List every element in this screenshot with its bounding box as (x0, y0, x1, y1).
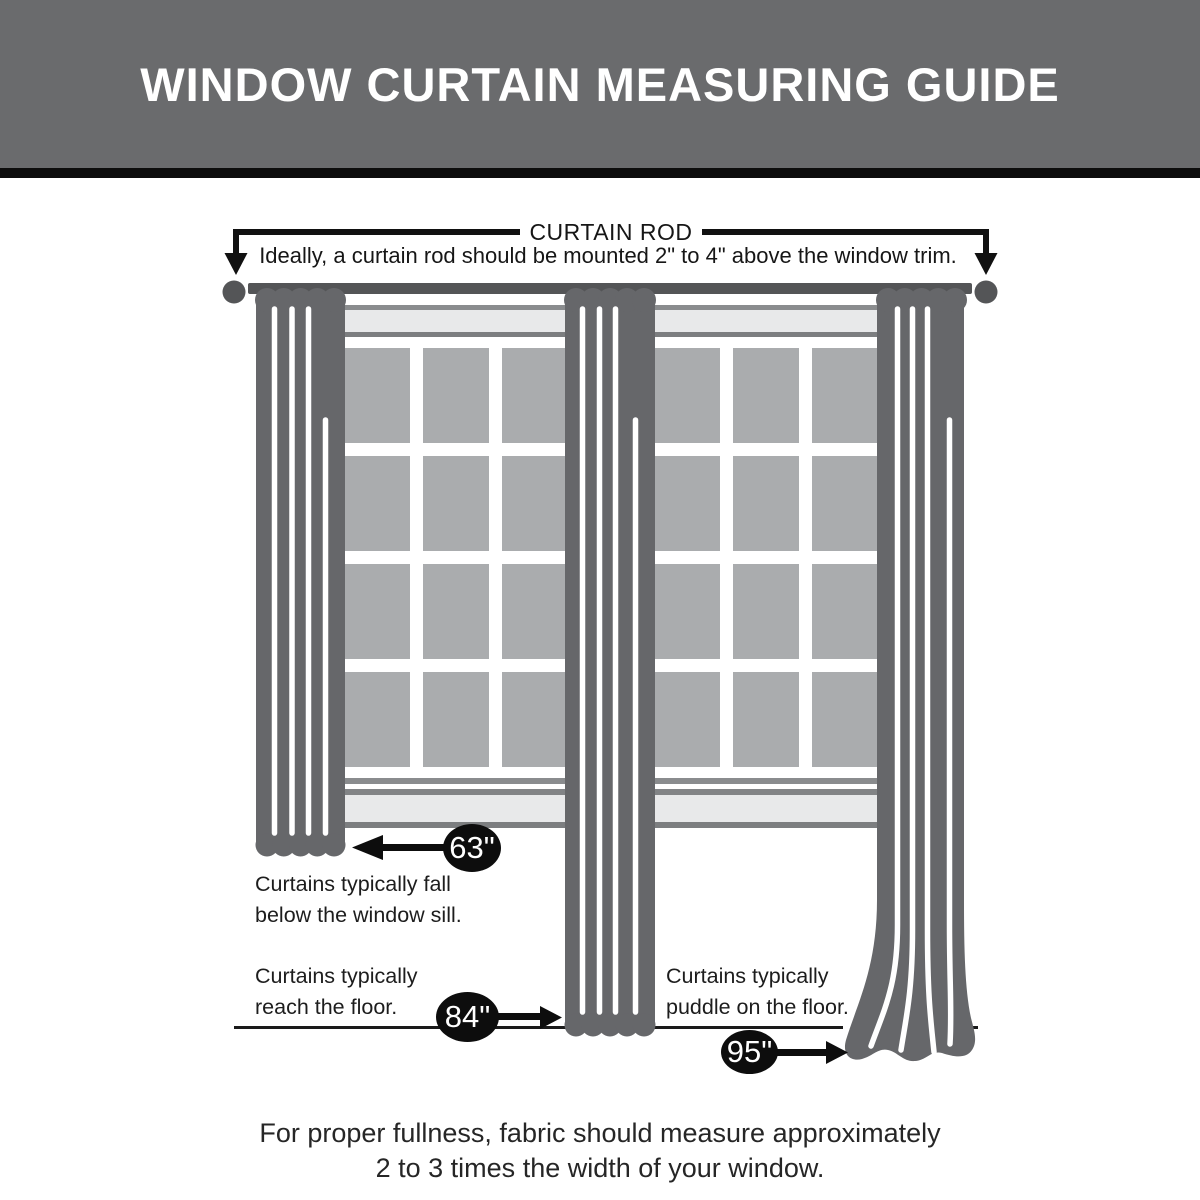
curtain-panel-puddle-length (845, 288, 975, 1061)
arrow-right-icon (826, 1041, 848, 1064)
fullness-note: For proper fullness, fabric should measure approximately 2 to 3 times the width of your window. (259, 1118, 941, 1183)
rod-finial-right (975, 281, 998, 304)
measurement-badge-95: 95" (721, 1030, 778, 1074)
measurement-badge-84: 84" (436, 992, 499, 1042)
caption-floor-length: Curtains typically reach the floor. (255, 964, 418, 1019)
curtain-panel-sill-length (255, 288, 346, 857)
floor-line (234, 1026, 843, 1029)
arrow-right-icon (540, 1006, 562, 1029)
curtain-panel-floor-length (564, 288, 656, 1037)
page-title: WINDOW CURTAIN MEASURING GUIDE (140, 57, 1060, 111)
measurement-badge-63: 63" (443, 824, 501, 872)
rod-mounting-note: Ideally, a curtain rod should be mounted 2" to 4" above the window trim. (259, 243, 957, 268)
arrow-left-icon (352, 835, 383, 860)
curtain-rod-label: CURTAIN ROD (529, 219, 693, 245)
rod-finial-left (223, 281, 246, 304)
caption-sill-length: Curtains typically fall below the window sill. (255, 872, 462, 927)
caption-puddle-length: Curtains typically puddle on the floor. (666, 964, 849, 1019)
